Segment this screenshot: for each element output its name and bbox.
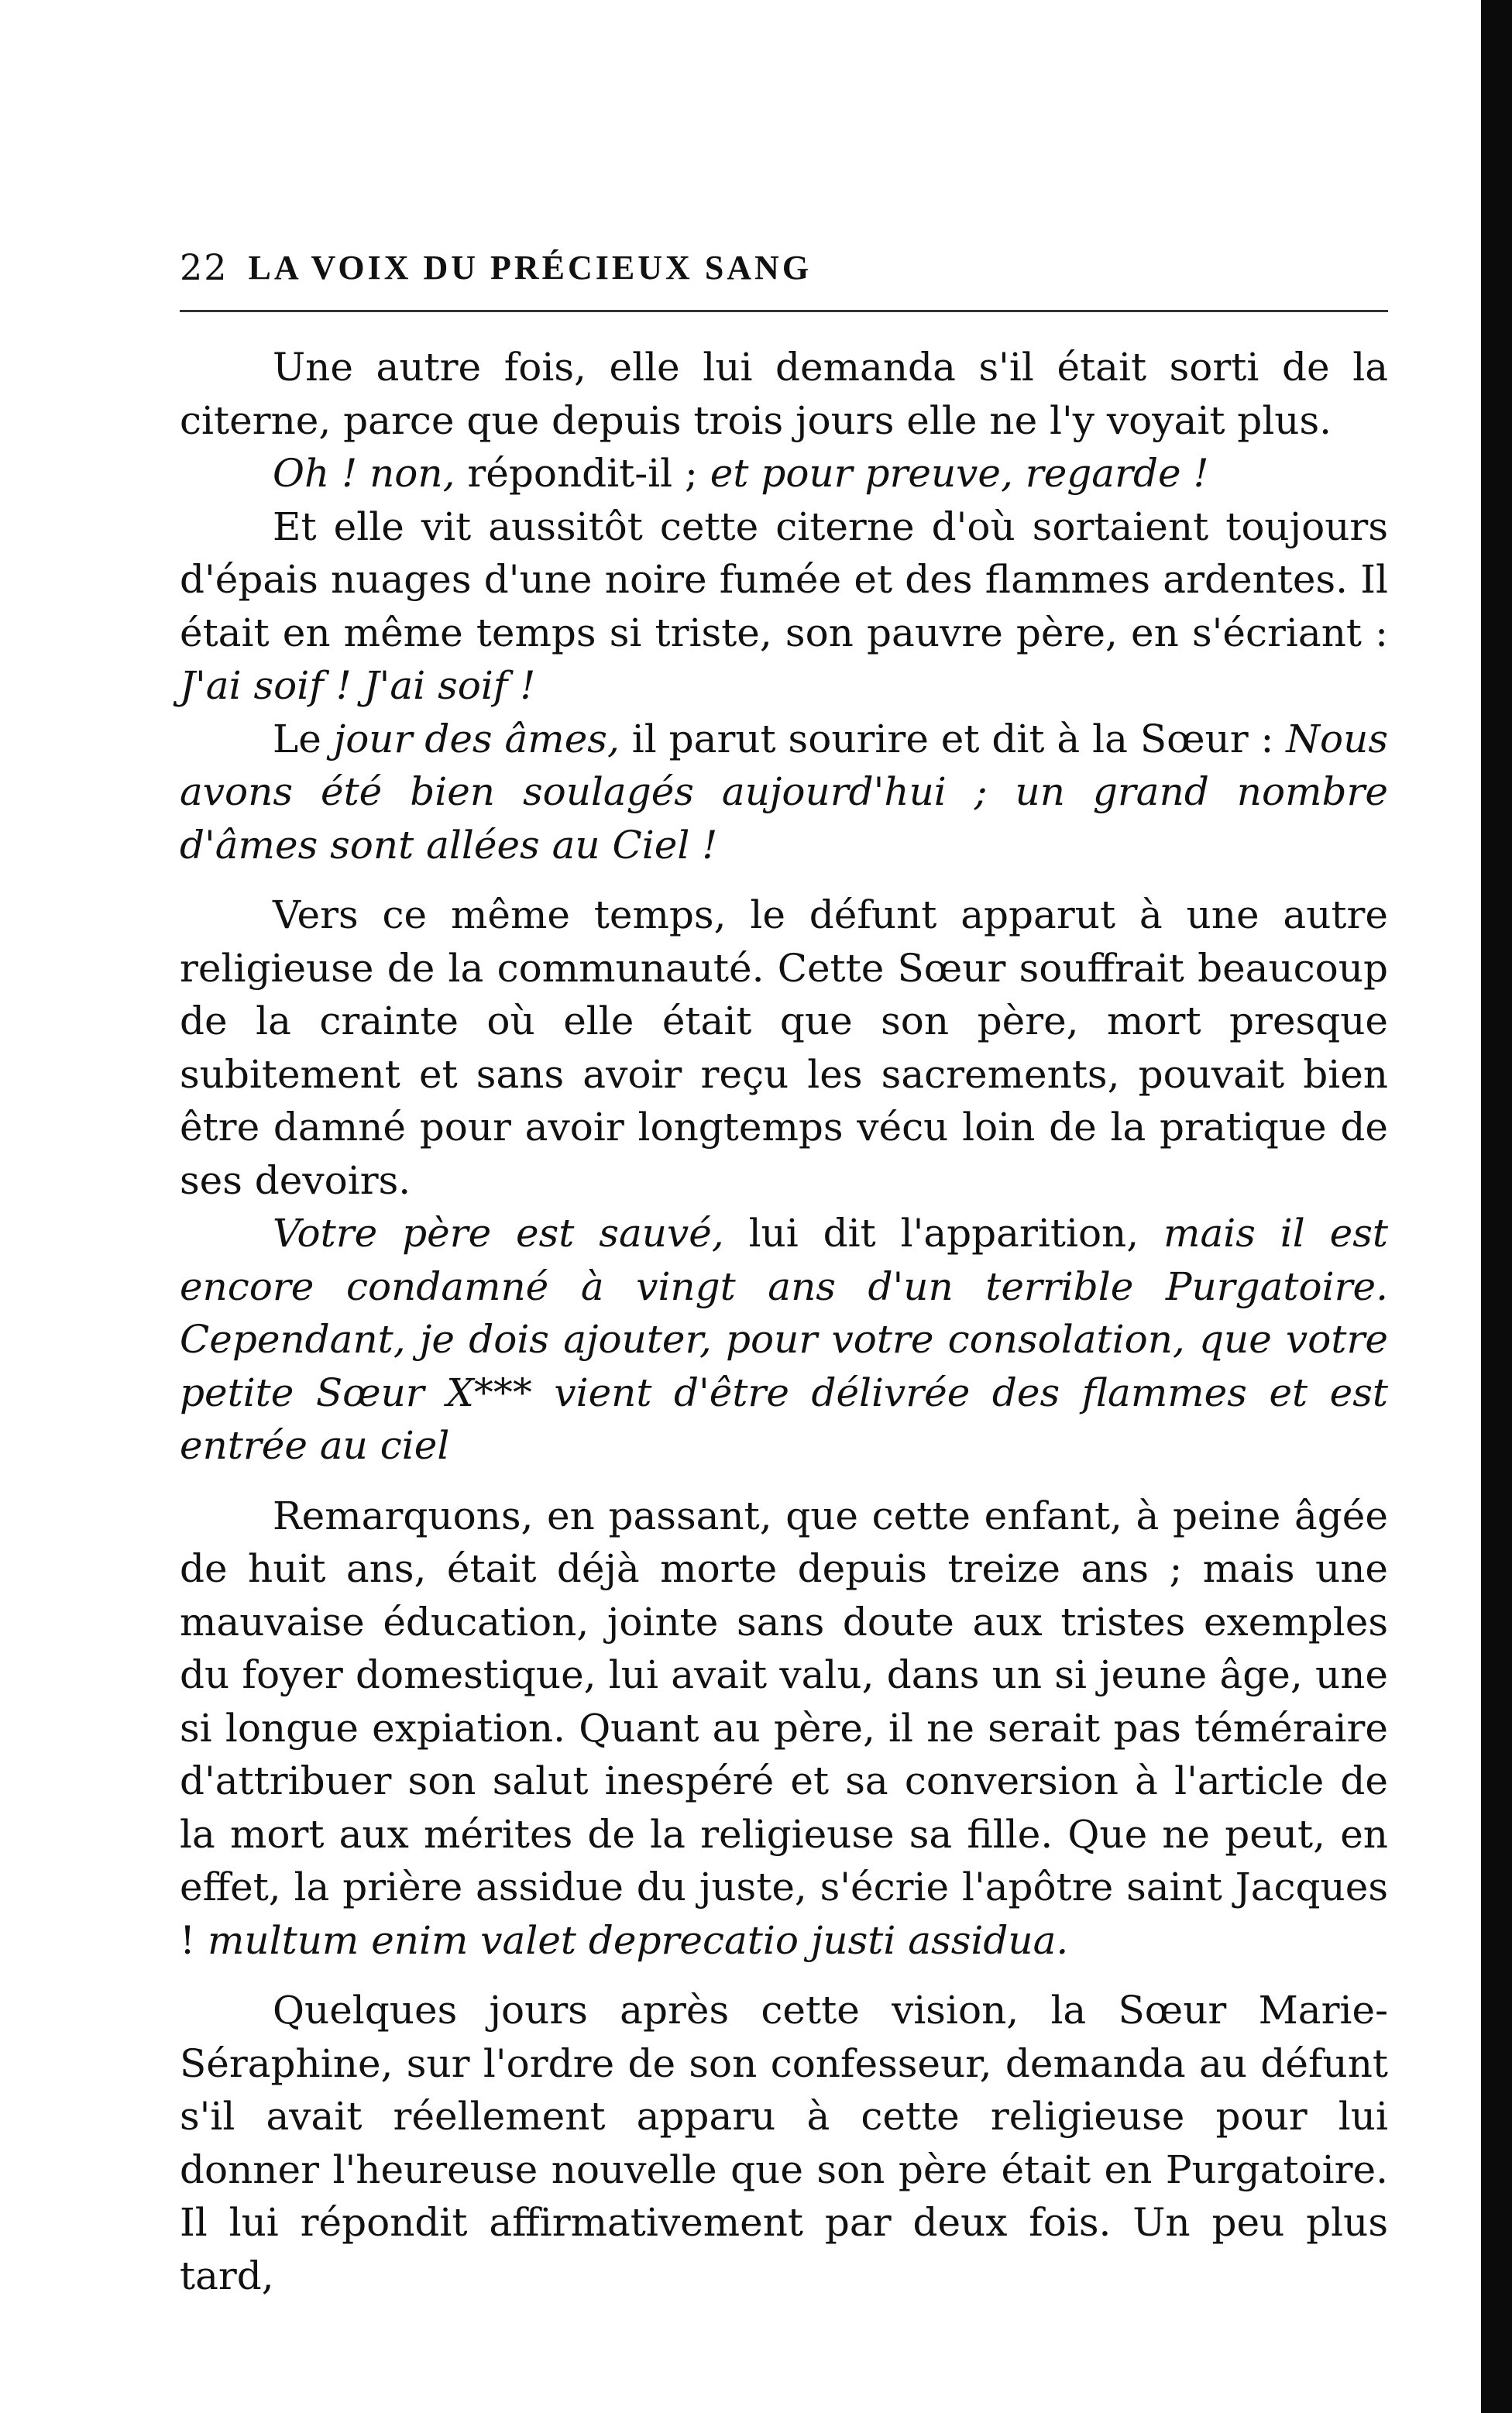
italic-text: et pour preuve, regarde ! (710, 451, 1209, 496)
italic-text: multum enim valet deprecatio justi assidua. (208, 1917, 1069, 1963)
italic-text: Votre père est sauvé, (273, 1211, 724, 1256)
running-title: LA VOIX DU PRÉCIEUX SANG (248, 248, 813, 287)
italic-text: J'ai soif ! J'ai soif ! (180, 663, 536, 708)
italic-text: Nous avons été bien soulagés aujourd'hui ; un grand nombre d'âmes sont allées au Ciel ! (180, 716, 1388, 868)
paragraph-1 (180, 341, 1388, 447)
paragraph-2 (180, 447, 1388, 500)
paragraph-7 (180, 1490, 1388, 1968)
body-text (180, 341, 1388, 2302)
paragraph-5 (180, 889, 1388, 1207)
paragraph-4 (180, 713, 1388, 872)
paragraph-text: il parut sourire et dit à la Sœur : (619, 716, 1287, 761)
paragraph-text: lui dit l'apparition, (723, 1211, 1164, 1256)
paragraph-text: répondit-il ; (455, 451, 710, 496)
page-edge-bar (1481, 0, 1512, 2413)
paragraph-text: Le (273, 716, 334, 761)
page-header (180, 240, 1388, 294)
paragraph-text: Remarquons, en passant, que cette enfant, à peine âgée de huit ans, était déjà morte depuis treize ans ; mais une mauvaise éducation, jointe sans doute aux tristes exemples du foyer domestique, lui avait valu, dans un si jeune âge, une si longue expiation. Quant au père, il ne serait pas téméraire d'attribuer son salut inespéré et sa conversion à l'article de la mort aux mérites de la religieuse sa fille. Que ne peut, en effet, la prière assidue du juste, s'écrie l'apôtre saint Jacques ! (180, 1493, 1388, 1963)
paragraph-text: Quelques jours après cette vision, la Sœur Marie-Séraphine, sur l'ordre de son confesseur, demanda au défunt s'il avait réellement apparu à cette religieuse pour lui donner l'heureuse nouvelle que son père était en Purgatoire. Il lui répondit affirmativement par deux fois. Un peu plus tard, (180, 1988, 1388, 2298)
paragraph-text: Vers ce même temps, le défunt apparut à une autre religieuse de la communauté. Cette Sœur souffrait beaucoup de la crainte où elle était que son père, mort presque subitement et sans avoir reçu les sacrements, pouvait bien être damné pour avoir longtemps vécu loin de la pratique de ses devoirs. (180, 892, 1388, 1203)
paragraph-3 (180, 500, 1388, 713)
paragraph-text: Et elle vit aussitôt cette citerne d'où sortaient toujours d'épais nuages d'une noire fumée et des flammes ardentes. Il était en même temps si triste, son pauvre père, en s'écriant : (180, 504, 1388, 655)
paragraph-8 (180, 1984, 1388, 2302)
paragraph-text: Une autre fois, elle lui demanda s'il était sorti de la citerne, parce que depuis trois jours elle ne l'y voyait plus. (180, 345, 1388, 443)
paragraph-6 (180, 1207, 1388, 1473)
italic-text: Oh ! non, (273, 451, 455, 496)
header-rule (180, 310, 1388, 312)
page-number: 22 (180, 246, 229, 288)
italic-text: jour des âmes, (333, 716, 620, 761)
italic-text: mais il est encore condamné à vingt ans d'un terrible Purgatoire. Cependant, je dois ajouter, pour votre consolation, que votre petite Sœur X*** vient d'être délivrée des flammes et est entrée au ciel (180, 1211, 1389, 1468)
